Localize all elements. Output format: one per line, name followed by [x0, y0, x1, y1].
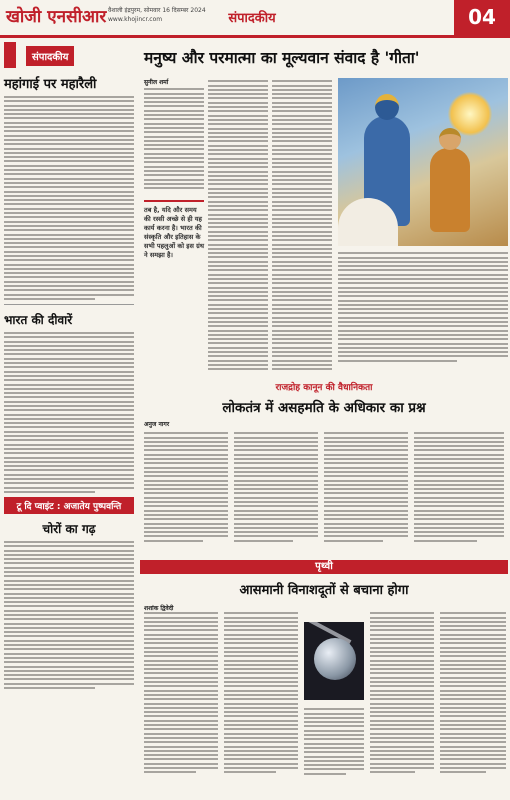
feature-article [140, 42, 508, 376]
arjuna-figure [430, 148, 470, 232]
feature-column-2 [208, 78, 268, 372]
prithvi-column-2 [224, 610, 298, 776]
feature-body-lower [338, 250, 508, 364]
subfeature-column-1 [144, 430, 228, 544]
divider [4, 304, 134, 305]
prithvi-column-4 [370, 610, 434, 776]
prithvi-article [140, 560, 508, 796]
banner-label: राजद्रोह कानून की वैधानिकता [267, 380, 380, 393]
bottom-left-headline: चोरों का गढ़ [42, 521, 96, 536]
left-column [4, 42, 134, 750]
subfeature-column-2 [234, 430, 318, 544]
prithvi-tag: पृथ्वी [140, 560, 508, 574]
bottom-left-article-body [4, 541, 134, 689]
left-mid-article-body [4, 332, 134, 493]
prithvi-column-1 [144, 610, 218, 776]
krishna-arjuna-painting [338, 78, 508, 246]
bottom-left-tag: टू दि प्वाइंट : अजातेय पुष्पवन्ति [4, 497, 134, 514]
left-headline: महांगाई पर महारैली [4, 77, 97, 92]
feature-headline: मनुष्य और परमात्मा का मूल्यवान संवाद है 'गीता' [144, 48, 420, 67]
left-article-body [4, 96, 134, 300]
subfeature-column-4 [414, 430, 504, 544]
section-banner [140, 376, 508, 393]
prithvi-column-5 [440, 610, 506, 776]
feature-column-3 [272, 78, 332, 372]
prithvi-byline: शशांक द्विवेदी [144, 605, 174, 612]
subfeature-column-3 [324, 430, 408, 544]
dateline-text: वैशाली इंद्रपुरम, सोमवार 16 दिसम्बर 2024 [108, 7, 206, 14]
section-label: संपादकीय [228, 11, 276, 26]
subfeature-article [140, 396, 508, 556]
pull-quote: तब है, यदि और समय की रस्सी अच्छे से ही यह कार्य करना है। भारत की संस्कृति और इतिहास के सभी पहलुओं को इस ग्रंथ ने समझा है। [144, 200, 204, 260]
page-number: 04 [454, 0, 510, 35]
dateline-url: www.khojincr.com [108, 16, 163, 23]
dateline [108, 6, 206, 24]
subfeature-byline: अनुज नागर [144, 421, 170, 428]
masthead [0, 0, 510, 38]
editorial-tag: संपादकीय [26, 46, 74, 66]
left-mid-headline: भारत की दीवारें [4, 312, 73, 327]
newspaper-brand: खोजी एनसीआर [6, 7, 107, 27]
subfeature-headline: लोकतंत्र में असहमति के अधिकार का प्रश्न [222, 400, 426, 416]
editorial-marker-icon [4, 42, 16, 68]
feature-column-1 [144, 78, 204, 191]
earth-icon [314, 638, 356, 680]
prithvi-headline: आसमानी विनाशदूतों से बचाना होगा [239, 583, 409, 598]
feature-byline: सुनील शर्मा [144, 79, 169, 86]
prithvi-column-3-lower [304, 706, 364, 777]
asteroid-earth-image [304, 622, 364, 700]
